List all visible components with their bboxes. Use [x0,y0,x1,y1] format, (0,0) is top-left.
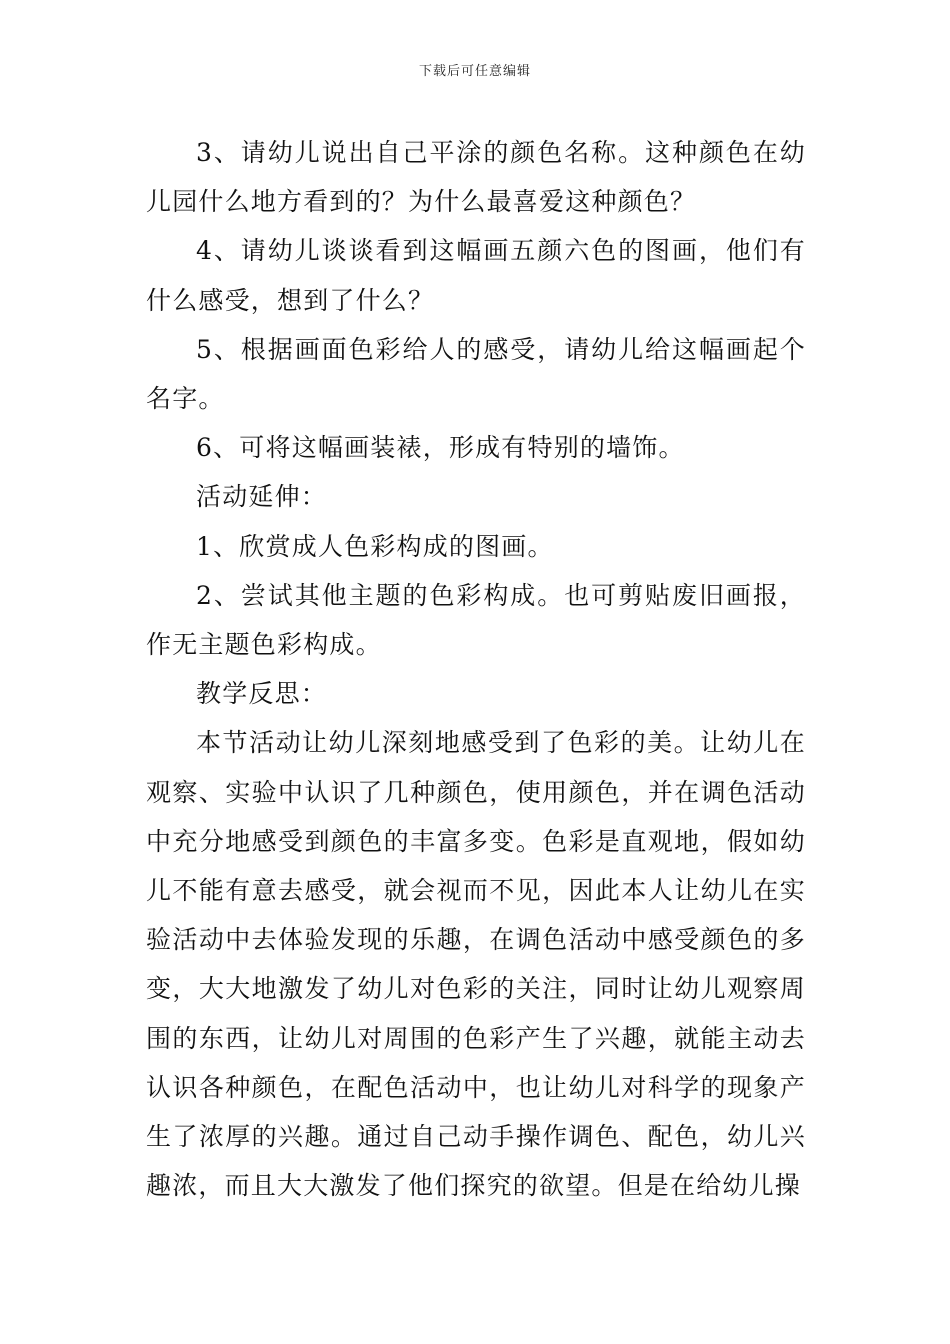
page-header: 下载后可任意编辑 [418,64,531,79]
document-body [146,128,806,1210]
paragraph-step-6: 6、可将这幅画装裱，形成有特别的墙饰。 [196,433,685,463]
paragraph-step-3: 3、请幼儿说出自己平涂的颜色名称。这种颜色在幼儿园什么地方看到的？为什么最喜爱这种颜色？ [146,138,806,217]
paragraph-step-5: 5、根据画面色彩给人的感受，请幼儿给这幅画起个名字。 [146,334,806,414]
paragraph-step-4: 4、请幼儿谈谈看到这幅画五颜六色的图画，他们有什么感受，想到了什么？ [146,236,806,315]
paragraph-extension-1: 1、欣赏成人色彩构成的图画。 [196,531,554,561]
section-heading-reflection: 教学反思： [196,679,328,709]
paragraph-extension-2: 2、尝试其他主题的色彩构成。也可剪贴废旧画报，作无主题色彩构成。 [146,580,806,660]
section-heading-extension: 活动延伸： [196,482,328,512]
paragraph-reflection: 本节活动让幼儿深刻地感受到了色彩的美。让幼儿在观察、实验中认识了几种颜色，使用颜色，并在调色活动中充分地感受到颜色的丰富多变。色彩是直观地，假如幼儿不能有意去感受，就会视而不见，因此本人让幼儿在实验活动中去体验发现的乐趣，在调色活动中感受颜色的多变，大大地激发了幼儿对色彩的关注，同时让幼儿观察周围的东西，让幼儿对周围的色彩产生了兴趣，就能主动去认识各种颜色，在配色活动中，也让幼儿对科学的现象产生了浓厚的兴趣。通过自己动手操作调色、配色，幼儿兴趣浓，而且大大激发了他们探究的欲望。但是在给幼儿操 [146,728,806,1201]
